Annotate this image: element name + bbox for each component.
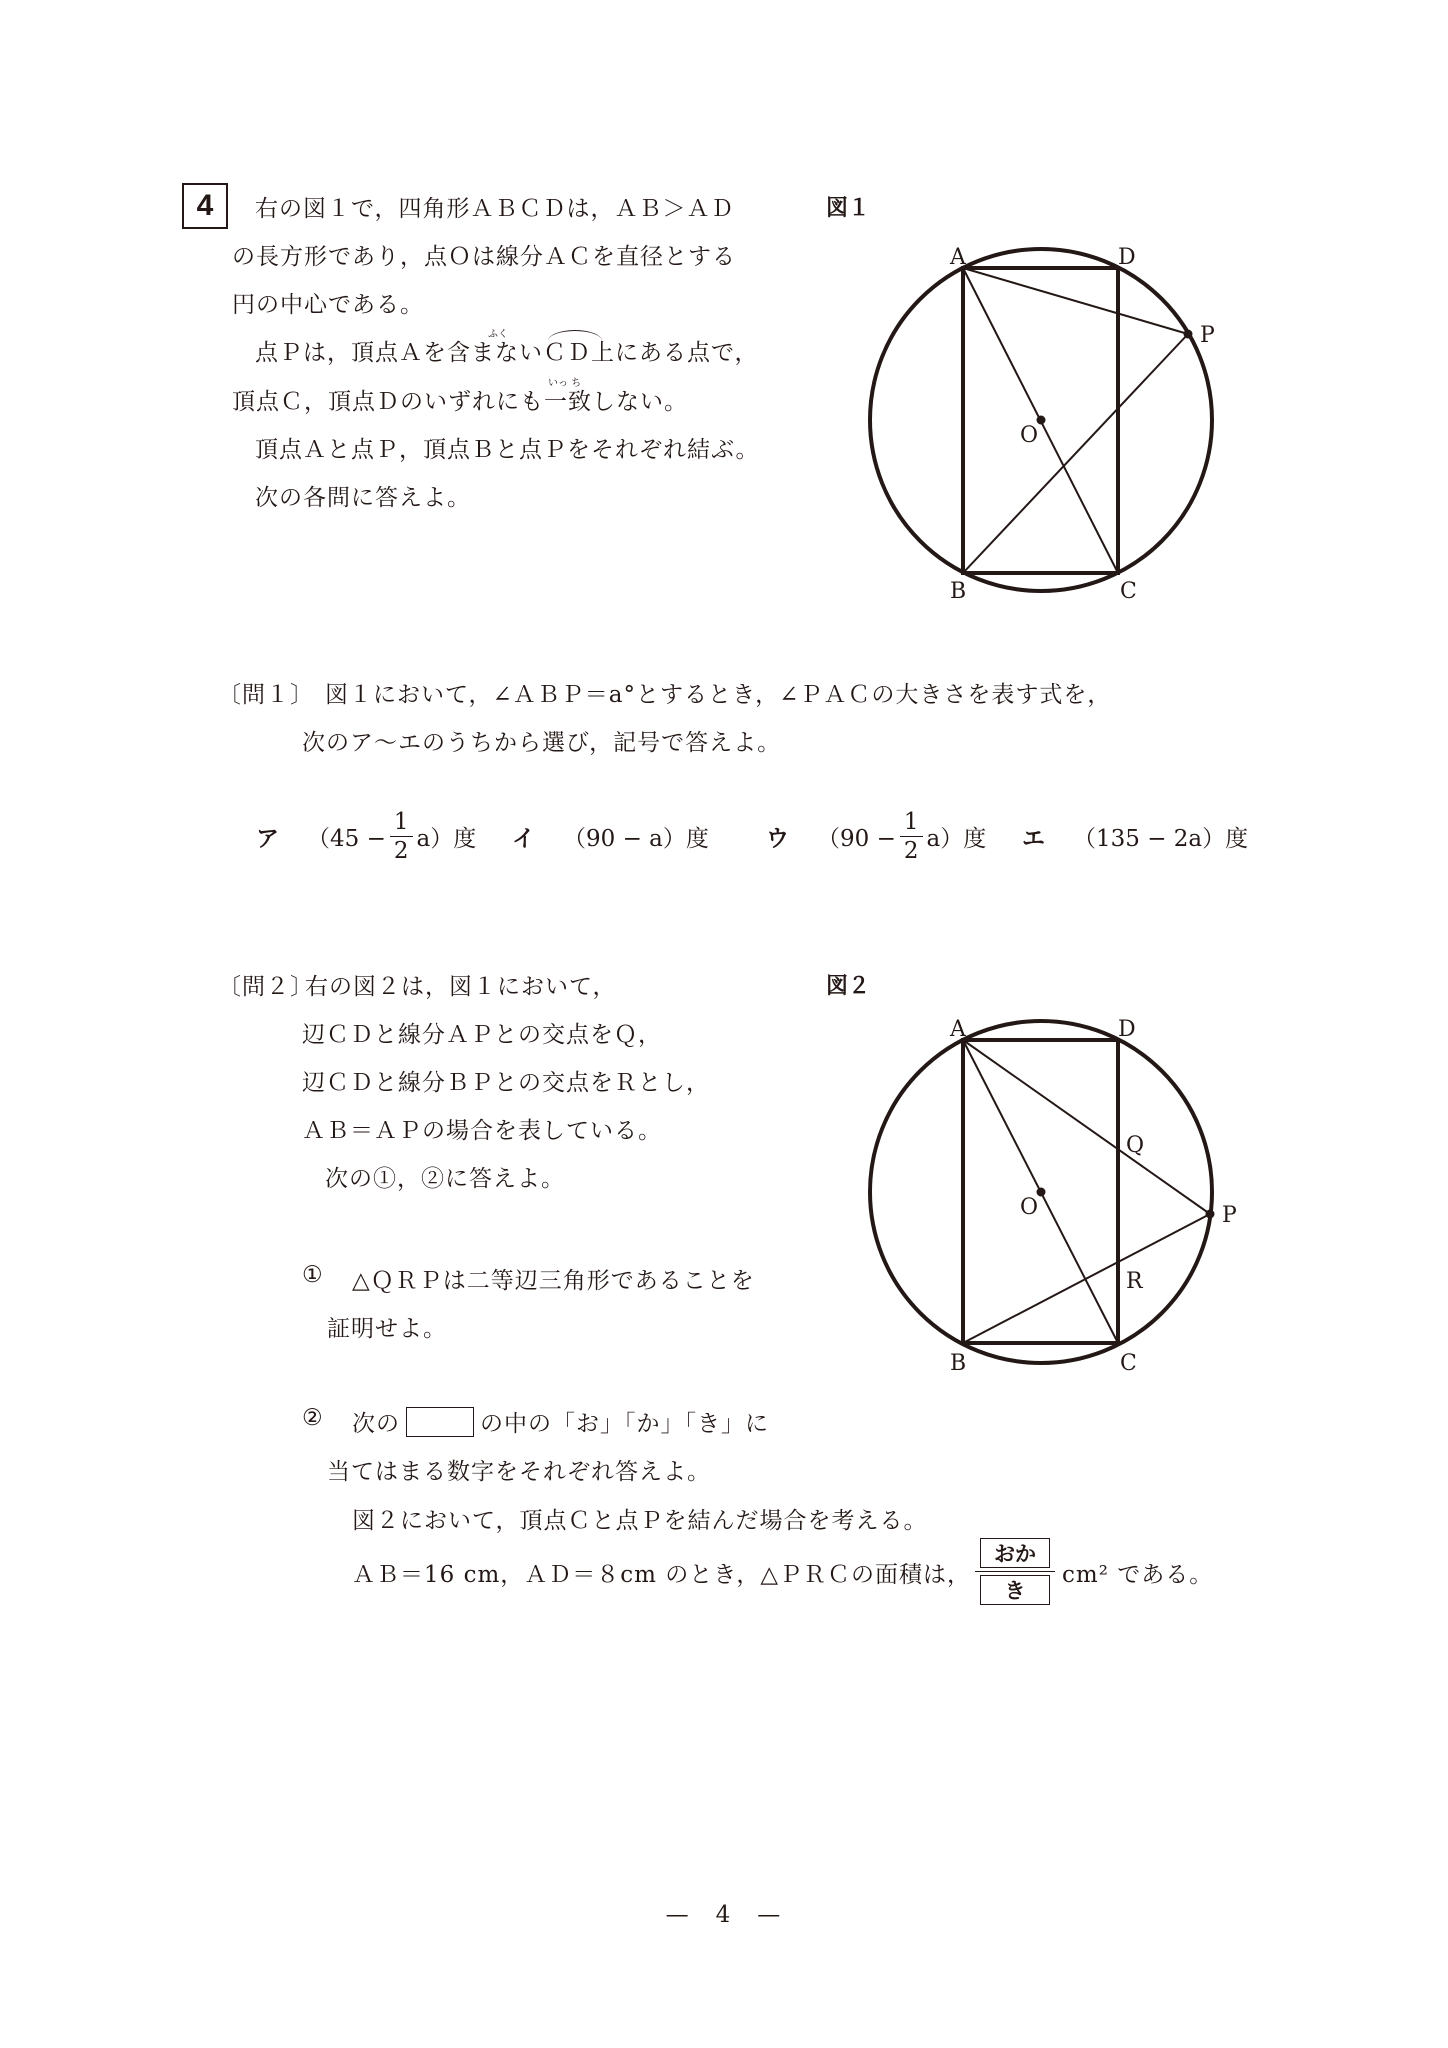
answer-box-ki[interactable]: き <box>980 1575 1050 1605</box>
choice-e-text: （135 − 2a）度 <box>1073 826 1249 852</box>
q1-line-1: 図１において，∠ＡＢＰ＝a°とするとき，∠ＰＡＣの大きさを表す式を， <box>325 682 1112 708</box>
sub1-line-1: △ＱＲＰは二等辺三角形であることを <box>352 1268 755 1294</box>
ruby-fuku: ふく <box>488 329 508 340</box>
intro-line-3: 円の中心である。 <box>232 292 424 318</box>
fig2-label-o: O <box>1020 1195 1039 1220</box>
intro-line-4: 点Ｐは，頂点Ａを含まないＣＤ上にある点で， <box>255 340 759 366</box>
choice-a-pre: （45 − <box>307 826 386 852</box>
figure1-segment-ap <box>963 268 1188 334</box>
q2-line-1: 右の図２は，図１において， <box>305 974 617 1000</box>
figure1-point-p <box>1184 330 1192 338</box>
answer-box-okа[interactable]: おか <box>980 1538 1050 1568</box>
ruby-icchi: いっ ち <box>548 378 582 389</box>
q2-line-3: 辺ＣＤと線分ＢＰとの交点をＲとし， <box>302 1070 710 1096</box>
figure1-label: 図１ <box>826 196 871 221</box>
choice-u-pre: （90 − <box>817 826 896 852</box>
figure1-point-o <box>1037 416 1045 424</box>
page-number: — 4 — <box>665 1902 783 1928</box>
intro-line-7: 次の各問に答えよ。 <box>255 485 471 511</box>
choice-a-post: a）度 <box>416 826 477 852</box>
sub2-line-3: 図２において，頂点Ｃと点Ｐを結んだ場合を考える。 <box>352 1508 928 1534</box>
figure2-diagram <box>870 1021 1214 1363</box>
fig1-label-c: C <box>1120 579 1137 604</box>
intro-line-1: 右の図１で，四角形ＡＢＣＤは，ＡＢ＞ＡＤ <box>255 196 735 222</box>
sub2-line-4-pre: ＡＢ＝16 cm，ＡＤ＝８cm のとき，△ＰＲＣの面積は， <box>352 1562 972 1588</box>
q2-line-5: 次の①，②に答えよ。 <box>325 1166 565 1192</box>
fig2-label-r: R <box>1126 1269 1143 1294</box>
sub1-mark: ① <box>302 1262 324 1288</box>
sub2-line-4-post: cm² である。 <box>1062 1562 1214 1588</box>
choice-i-text: （90 − a）度 <box>563 826 709 852</box>
fig2-label-a: A <box>950 1017 966 1042</box>
choice-u-key: ウ <box>766 826 789 852</box>
fig1-label-a: A <box>950 245 966 270</box>
sub2-mark: ② <box>302 1405 324 1431</box>
figure2-label: 図２ <box>826 974 871 999</box>
choice-u-denominator: 2 <box>903 838 919 864</box>
fig1-label-d: D <box>1118 245 1136 270</box>
figure2-point-p <box>1206 1210 1214 1218</box>
q2-label: 〔問２〕 <box>218 974 314 1000</box>
q1-line-2: 次のア〜エのうちから選び，記号で答えよ。 <box>302 730 782 756</box>
fig1-label-p: P <box>1200 323 1215 348</box>
q2-line-4: ＡＢ＝ＡＰの場合を表している。 <box>302 1118 662 1144</box>
choice-u-numerator: 1 <box>900 808 923 837</box>
question-number: 4 <box>196 189 214 222</box>
q1-label: 〔問１〕 <box>218 682 314 708</box>
fig2-label-d: D <box>1118 1017 1136 1042</box>
fig2-label-c: C <box>1120 1351 1137 1376</box>
choice-u-post: a）度 <box>926 826 987 852</box>
sub2-line-1-pre: 次の <box>352 1411 400 1437</box>
figure2-segment-ap <box>963 1040 1210 1214</box>
intro-line-6: 頂点Ａと点Ｐ，頂点Ｂと点Ｐをそれぞれ結ぶ。 <box>255 437 760 463</box>
sub1-line-2: 証明せよ。 <box>327 1316 447 1342</box>
fig1-label-o: O <box>1020 423 1039 448</box>
fig1-label-b: B <box>950 579 967 604</box>
figure1-diagram <box>870 249 1212 591</box>
figure2-segment-bp <box>963 1214 1210 1343</box>
q2-line-2: 辺ＣＤと線分ＡＰとの交点をＱ， <box>302 1022 662 1048</box>
choice-e-key: エ <box>1022 826 1045 852</box>
figure1-segment-bp <box>963 334 1188 573</box>
intro-line-2: の長方形であり，点Ｏは線分ＡＣを直径とする <box>232 244 736 270</box>
choice-i-key: イ <box>512 826 535 852</box>
choice-a-denominator: 2 <box>393 838 409 864</box>
fig2-label-q: Q <box>1126 1133 1145 1158</box>
figure2-point-o <box>1037 1188 1045 1196</box>
intro-line-5: 頂点Ｃ，頂点Ｄのいずれにも一致しない。 <box>232 389 688 415</box>
fig2-label-p: P <box>1222 1203 1237 1228</box>
choice-a-numerator: 1 <box>390 808 413 837</box>
choice-a-key: ア <box>256 826 279 852</box>
sub2-line-2: 当てはまる数字をそれぞれ答えよ。 <box>327 1459 711 1485</box>
sub2-line-1-post: の中の「お」「か」「き」に <box>480 1411 769 1437</box>
fig2-label-b: B <box>950 1351 967 1376</box>
